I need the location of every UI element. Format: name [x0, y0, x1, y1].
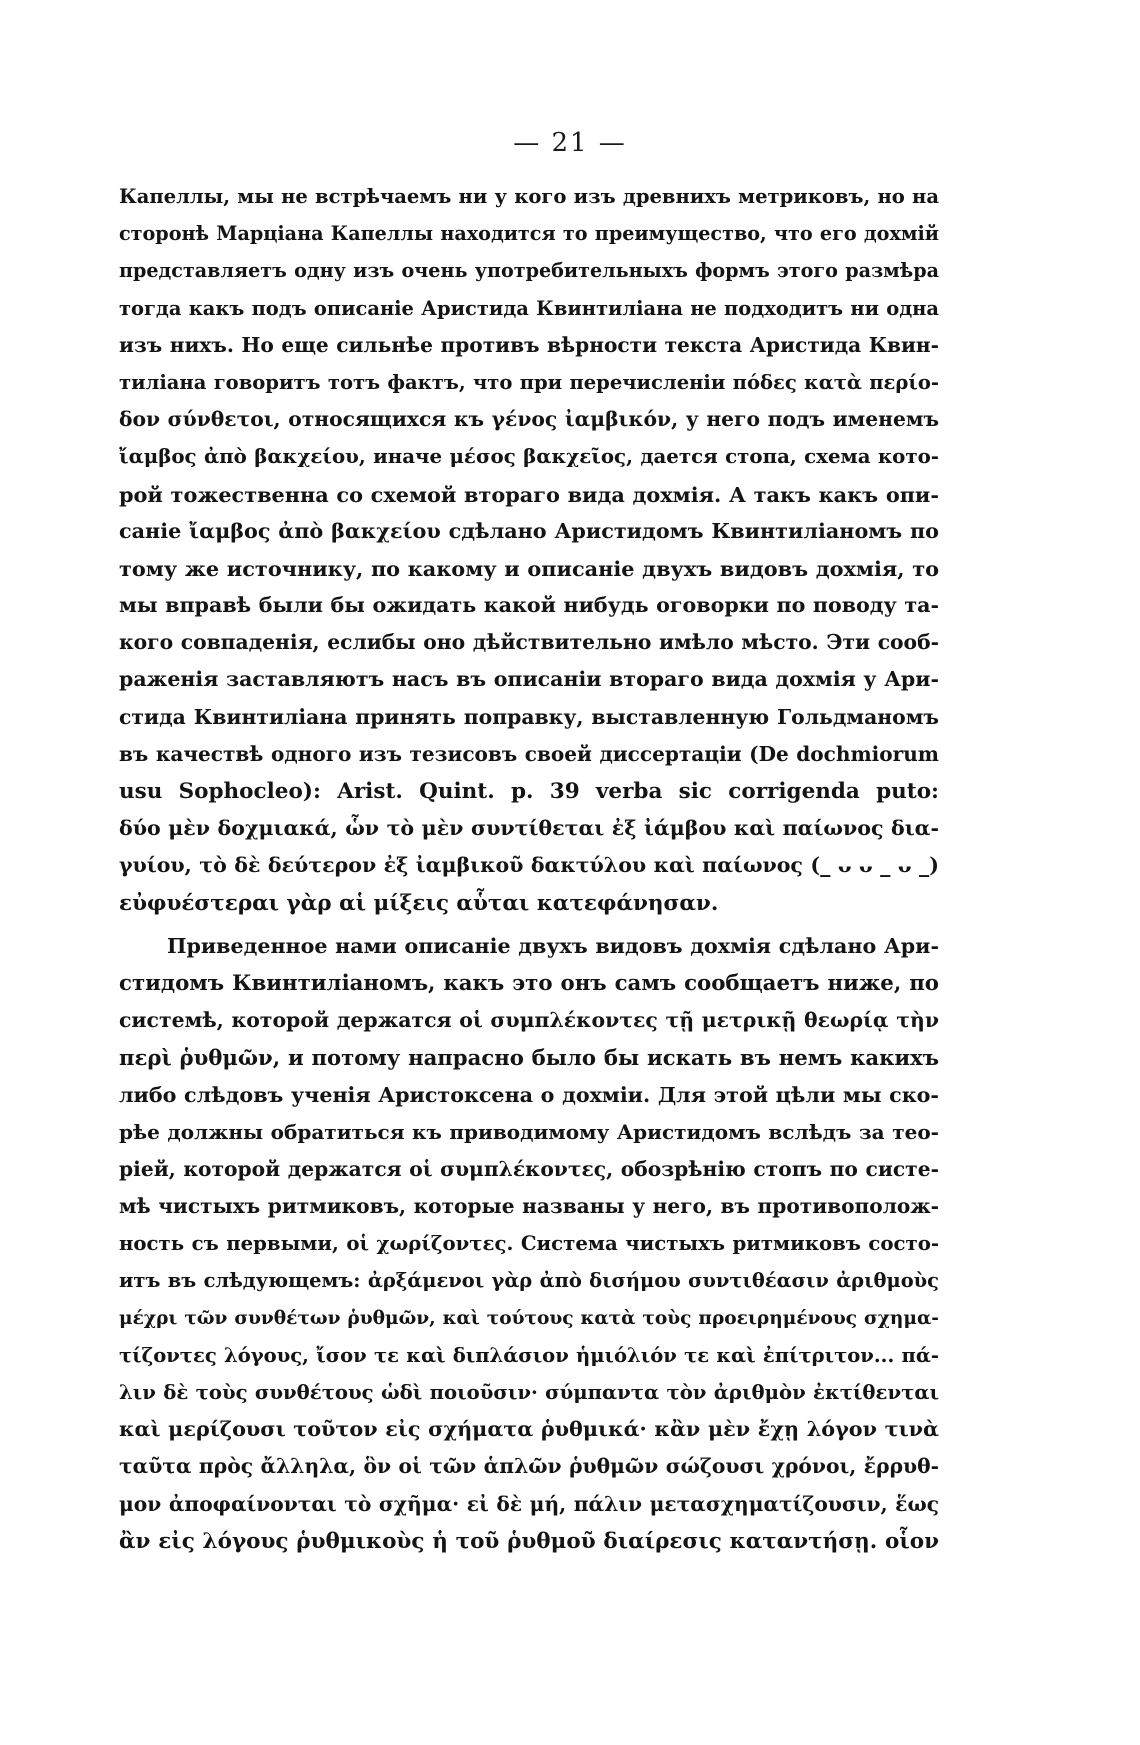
text-line: δύο μὲν δοχμιακά, ὧν τὸ μὲν συντίθεται ἐξ ἰάμβου καὶ παίωνος δια- — [119, 816, 939, 841]
text-line: γυίου, τὸ δὲ δεύτερον ἐξ ἰαμβικοῦ δακτύλου καὶ παίωνος (_ ᴗ ᴗ _ ᴗ _) — [119, 853, 939, 878]
text-line: изъ нихъ. Но еще сильнѣе противъ вѣрности текста Аристида Квин- — [119, 332, 939, 357]
text-line: μον ἀποφαίνονται τὸ σχῆμα· εἰ δὲ μή, πάλιν μετασχηματίζουσιν, ἕως — [119, 1491, 939, 1516]
text-line: δον σύνθετοι, относящихся къ γένος ἰαμβικόν, у него подъ именемъ — [119, 407, 939, 432]
text-line: саніе ἴαμβος ἀπὸ βακχείου сдѣлано Аристидомъ Квинтиліаномъ по — [119, 518, 939, 543]
text-line: ріей, которой держатся οἱ συμπλέκοντες, обозрѣнію стопъ по систе- — [119, 1156, 939, 1181]
text-line: стида Квинтиліана принять поправку, выставленную Гольдманомъ — [119, 704, 939, 729]
text-line: представляетъ одну изъ очень употребительныхъ формъ этого размѣра — [119, 259, 939, 283]
text-line: кого совпаденія, еслибы оно дѣйствительно имѣло мѣсто. Эти сооб- — [119, 630, 939, 655]
text-line: тиліана говоритъ тотъ фактъ, что при перечисленіи πόδες κατὰ περίο- — [119, 370, 939, 394]
text-line: мы вправѣ были бы ожидать какой нибудь оговорки по поводу та- — [119, 593, 939, 618]
text-line: системѣ, которой держатся οἱ συμπλέκοντες τῇ μετρικῇ θεωρίᾳ τὴν — [119, 1008, 939, 1033]
text-line: стидомъ Квинтиліаномъ, какъ это онъ самъ сообщаетъ ниже, по — [119, 970, 939, 996]
text-line: usu Sophocleo): Arist. Quint. p. 39 verba sic corrigenda puto: — [119, 779, 939, 804]
paragraph-2 — [119, 928, 939, 1560]
text-line: раженія заставляютъ насъ въ описаніи втораго вида дохмія у Ари- — [119, 667, 939, 692]
text-line: Капеллы, мы не встрѣчаемъ ни у кого изъ древнихъ метриковъ, но на — [119, 185, 939, 208]
text-line: Приведенное нами описаніе двухъ видовъ дохмія сдѣлано Ари- — [167, 933, 939, 958]
text-line: τίζοντες λόγους, ἴσον τε καὶ διπλάσιον ἡμιόλιόν τε καὶ ἐπίτριτον... πά- — [119, 1343, 939, 1367]
text-line: сторонѣ Марціана Капеллы находится то преимущество, что его дохмій — [119, 222, 939, 246]
text-line: рѣе должны обратиться къ приводимому Аристидомъ вслѣдъ за тео- — [119, 1119, 939, 1144]
text-line: мѣ чистыхъ ритмиковъ, которые названы у него, въ противополож- — [119, 1194, 939, 1219]
text-line: ταῦτα πρὸς ἄλληλα, ὃν οἱ τῶν ἁπλῶν ῥυθμῶν σώζουσι χρόνοι, ἔρρυθ- — [119, 1454, 939, 1479]
text-line: тогда какъ подъ описаніе Аристида Квинтиліана не подходитъ ни одна — [119, 296, 939, 320]
text-line: μέχρι τῶν συνθέτων ῥυθμῶν, καὶ τούτους κατὰ τοὺς προειρημένους σχημα- — [119, 1307, 939, 1329]
text-line: ἂν εἰς λόγους ῥυθμικοὺς ἡ τοῦ ῥυθμοῦ διαίρεσις καταντήσῃ. οἷον — [119, 1528, 939, 1554]
text-line: περὶ ῥυθμῶν, и потому напрасно было бы искать въ немъ какихъ — [119, 1045, 939, 1071]
text-line: καὶ μερίζουσι τοῦτον εἰς σχήματα ῥυθμικά· κἂν μὲν ἔχῃ λόγον τινὰ — [119, 1417, 939, 1442]
page-number: — 21 — — [513, 128, 627, 158]
text-line: тому же источнику, по какому и описаніе двухъ видовъ дохмія, то — [119, 555, 939, 581]
body-text — [119, 178, 939, 1560]
text-line: λιν δὲ τοὺς συνθέτους ὡδὶ ποιοῦσιν· σύμπαντα τὸν ἀριθμὸν ἐκτίθενται — [119, 1381, 939, 1404]
text-line: εὐφυέστεραι γὰρ αἱ μίξεις αὗται κατεφάνησαν. — [119, 890, 719, 916]
text-line: итъ въ слѣдующемъ: ἀρξάμενοι γὰρ ἀπὸ δισήμου συντιθέασιν ἀριθμοὺς — [119, 1269, 939, 1293]
text-line: либо слѣдовъ ученія Аристоксена о дохміи. Для этой цѣли мы ско- — [119, 1082, 939, 1107]
text-line: ность съ первыми, οἱ χωρίζοντες. Система чистыхъ ритмиковъ состо- — [119, 1232, 939, 1256]
text-line: рой тожественна со схемой втораго вида дохмія. А такъ какъ опи- — [119, 481, 939, 507]
paragraph-1 — [119, 178, 939, 922]
text-line: въ качествѣ одного изъ тезисовъ своей диссертаціи (De dochmiorum — [119, 741, 939, 766]
text-line: ἴαμβος ἀπὸ βακχείου, иначе μέσος βακχεῖος, дается стопа, схема кото- — [119, 444, 939, 469]
